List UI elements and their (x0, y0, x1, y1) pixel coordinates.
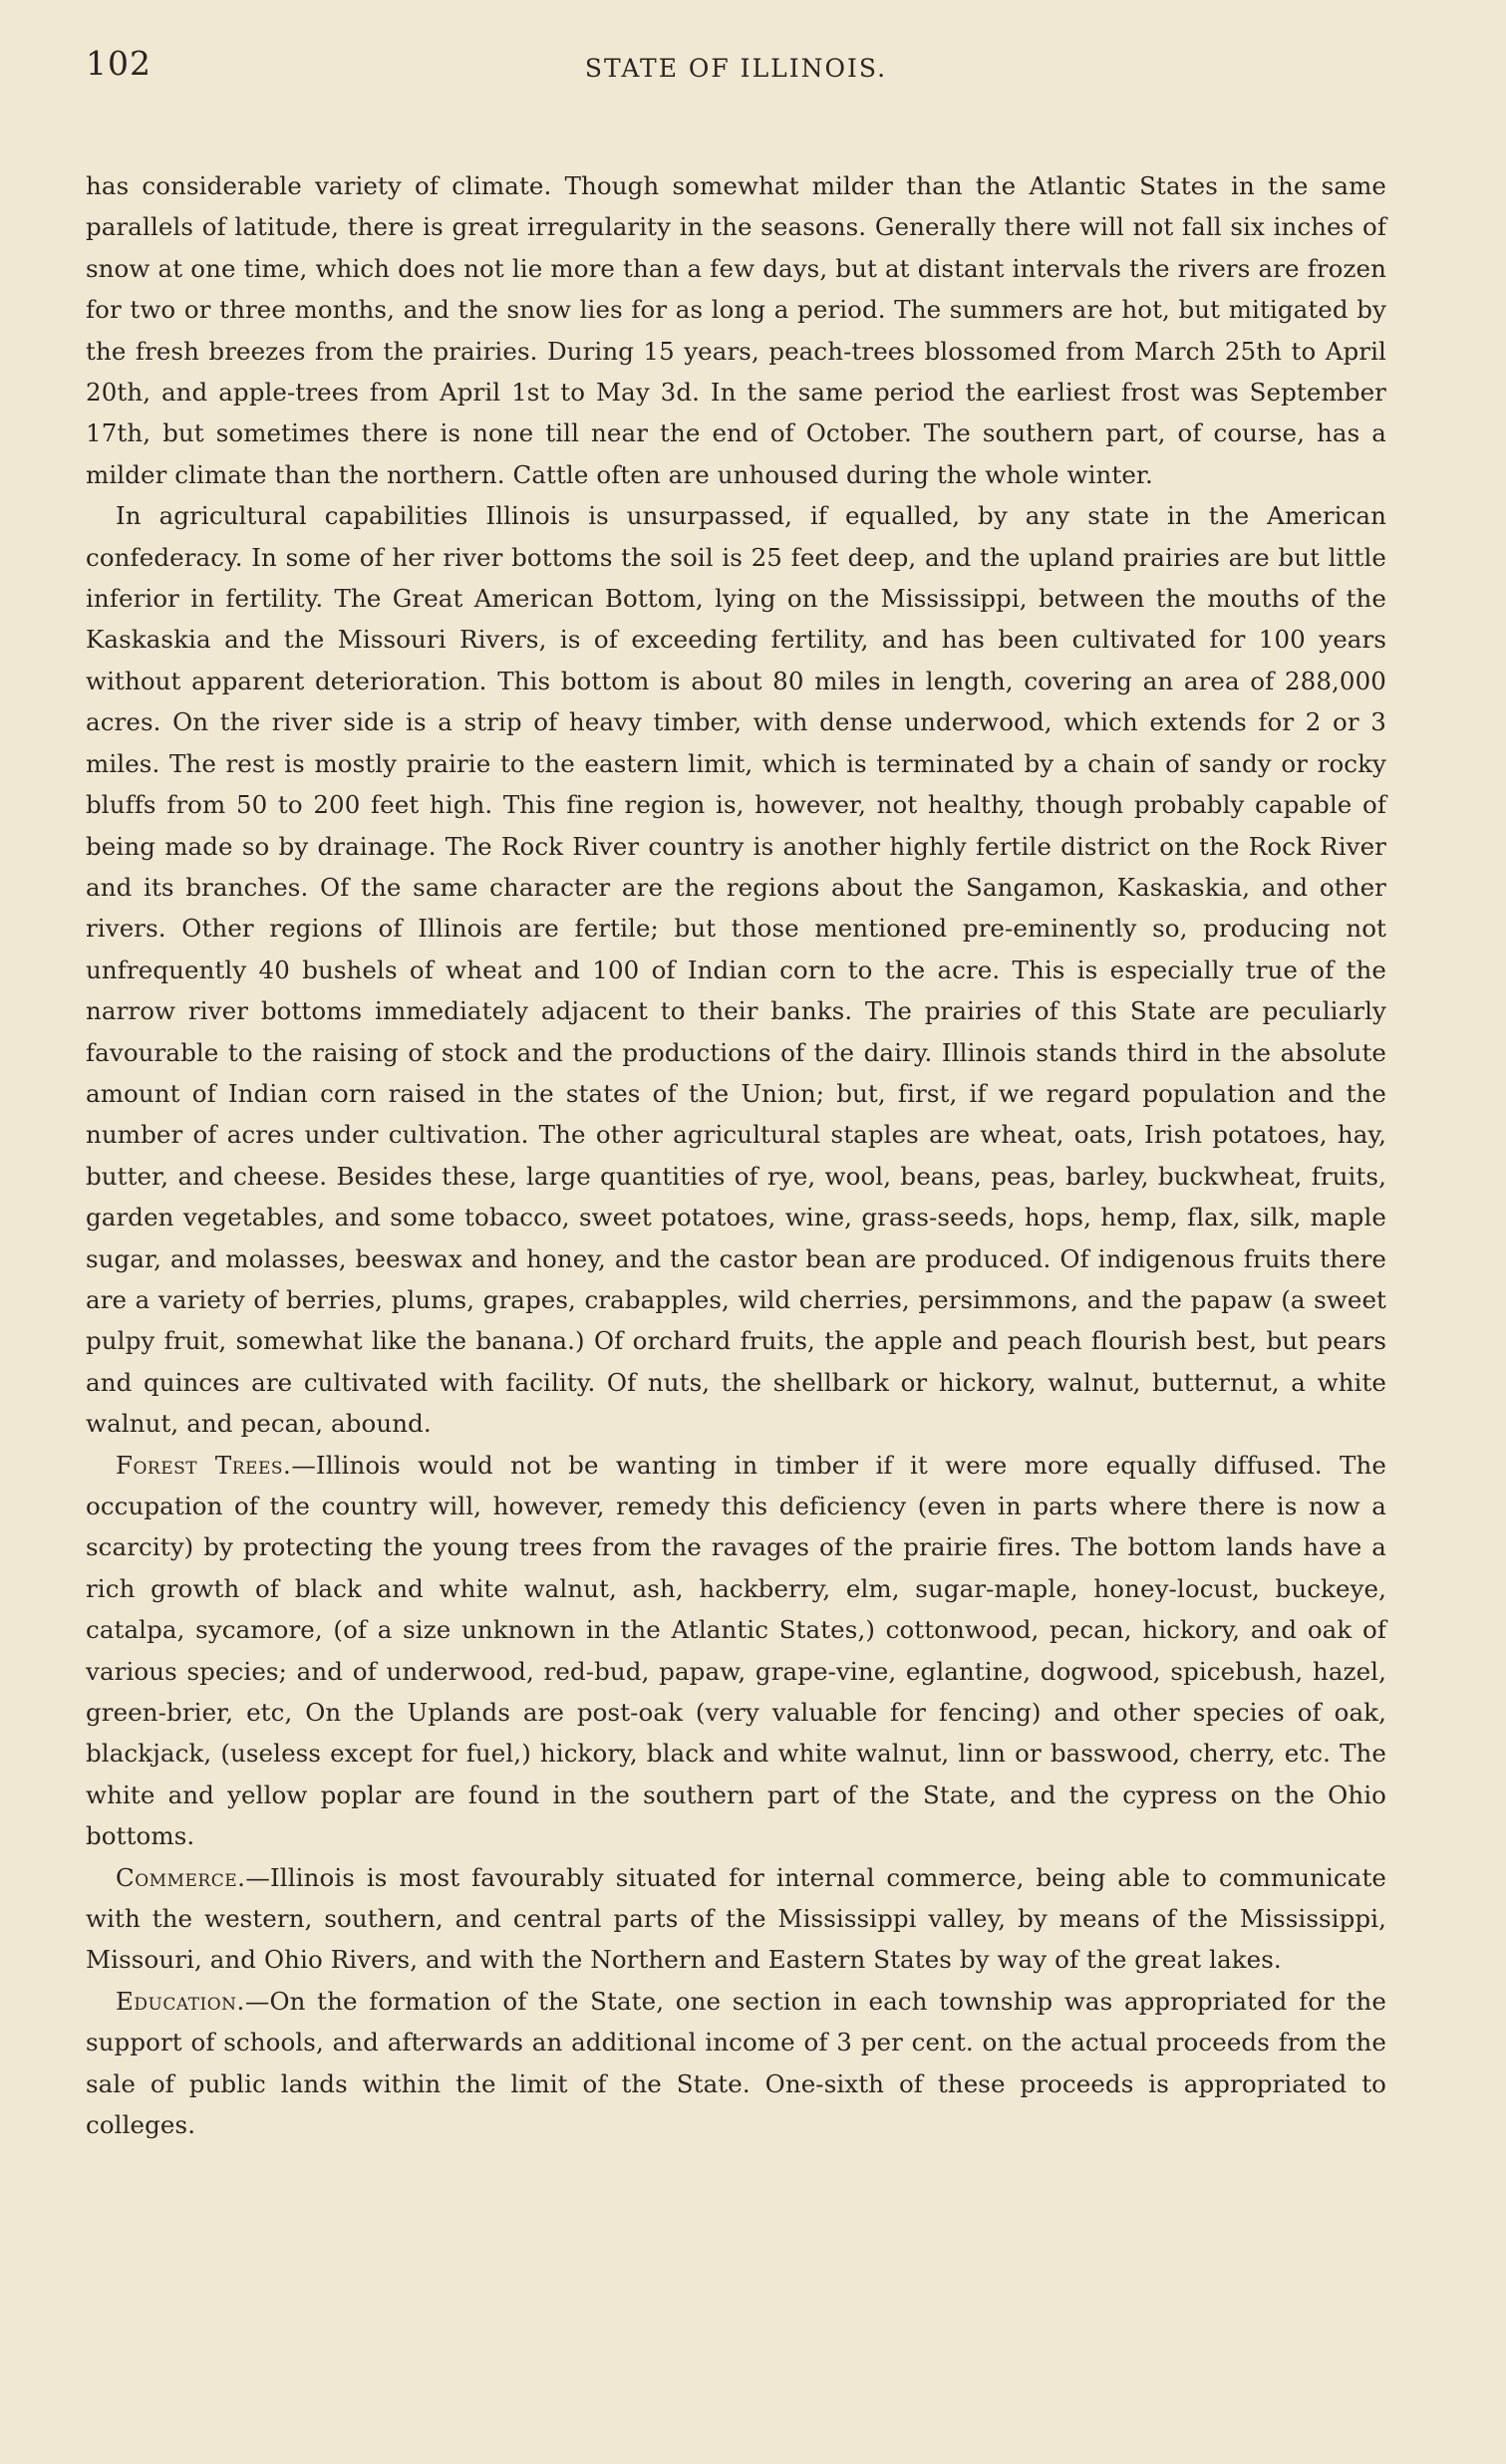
paragraph-text: In agricultural capabilities Illinois is unsurpassed, if equalled, by any state in the American confederacy. In some of her river bottoms the soil is 25 feet deep, and the upland prairies are but little inferior in fertility. The Great American Bottom, lying on the Mississippi, between the mouths of the Kaskaskia and the Missouri Rivers, is of exceeding fertility, and has been cultivated for 100 years without apparent deterioration. This bottom is about 80 miles in length, covering an area of 288,000 acres. On the river side is a strip of heavy timber, with dense underwood, which extends for 2 or 3 miles. The rest is mostly prairie to the eastern limit, which is terminated by a chain of sandy or rocky bluffs from 50 to 200 feet high. This fine region is, however, not healthy, though probably capable of being made so by drainage. The Rock River country is another highly fertile district on the Rock River and its branches. Of the same character are the regions about the Sangamon, Kaskaskia, and other rivers. Other regions of Illinois are fertile; but those mentioned pre-eminently so, producing not unfrequently 40 bushels of wheat and 100 of Indian corn to the acre. This is especially true of the narrow river bottoms immediately adjacent to their banks. The prairies of this State are peculiarly favourable to the raising of stock and the productions of the dairy. Illinois stands third in the absolute amount of Indian corn raised in the states of the Union; but, first, if we regard population and the number of acres under cultivation. The other agricultural staples are wheat, oats, Irish potatoes, hay, butter, and cheese. Besides these, large quantities of rye, wool, beans, peas, barley, buckwheat, fruits, garden vegetables, and some tobacco, sweet potatoes, wine, grass-seeds, hops, hemp, flax, silk, maple sugar, and molasses, beeswax and honey, and the castor bean are produced. Of indigenous fruits there are a variety of berries, plums, grapes, crabapples, wild cherries, persimmons, and the papaw (a sweet pulpy fruit, somewhat like the banana.) Of orchard fruits, the apple and peach flourish best, but pears and quinces are cultivated with facility. Of nuts, the shellbark or hickory, walnut, butternut, a white walnut, and pecan, abound. (86, 501, 1386, 1439)
paragraph-climate (86, 165, 1386, 495)
section-heading-education: Education. (116, 1986, 245, 2016)
running-head (86, 40, 1386, 100)
running-title: STATE OF ILLINOIS. (584, 54, 888, 83)
section-heading-forest-trees: Forest Trees. (116, 1450, 292, 1480)
paragraph-forest-trees (86, 1445, 1386, 1857)
paragraph-text: —Illinois is most favourably situated for internal commerce, being able to communicate with the western, southern, and central parts of the Mississippi valley, by means of the Mississippi, Missouri, and Ohio Rivers, and with the Northern and Eastern States by way of the great lakes. (86, 1862, 1386, 1975)
paragraph-text: has considerable variety of climate. Though somewhat milder than the Atlantic States in the same parallels of latitude, there is great irregularity in the seasons. Generally there will not fall six inches of snow at one time, which does not lie more than a few days, but at distant intervals the rivers are frozen for two or three months, and the snow lies for as long a period. The summers are hot, but mitigated by the fresh breezes from the prairies. During 15 years, peach-trees blossomed from March 25th to April 20th, and apple-trees from April 1st to May 3d. In the same period the earliest frost was September 17th, but sometimes there is none till near the end of October. The southern part, of course, has a milder climate than the northern. Cattle often are unhoused during the whole winter. (86, 171, 1386, 489)
paragraph-text: —On the formation of the State, one section in each township was appropriated for the support of schools, and afterwards an additional income of 3 per cent. on the actual proceeds from the sale of public lands within the limit of the State. One-sixth of these proceeds is appropriated to colleges. (86, 1986, 1386, 2140)
section-heading-commerce: Commerce. (116, 1862, 246, 1892)
paragraph-text: —Illinois would not be wanting in timber if it were more equally diffused. The occupation of the country will, however, remedy this deficiency (even in parts where there is now a scarcity) by protecting the young trees from the ravages of the prairie fires. The bottom lands have a rich growth of black and white walnut, ash, hackberry, elm, sugar-maple, honey-locust, buckeye, catalpa, sycamore, (of a size unknown in the Atlantic States,) cottonwood, pecan, hickory, and oak of various species; and of underwood, red-bud, papaw, grape-vine, eglantine, dogwood, spicebush, hazel, green-brier, etc, On the Uplands are post-oak (very valuable for fencing) and other species of oak, blackjack, (useless except for fuel,) hickory, black and white walnut, linn or basswood, cherry, etc. The white and yellow poplar are found in the southern part of the State, and the cypress on the Ohio bottoms. (86, 1450, 1386, 1851)
paragraph-agriculture (86, 495, 1386, 1444)
page-body (86, 165, 1386, 2146)
paragraph-commerce (86, 1857, 1386, 1981)
page-number: 102 (86, 44, 151, 83)
paragraph-education (86, 1981, 1386, 2146)
